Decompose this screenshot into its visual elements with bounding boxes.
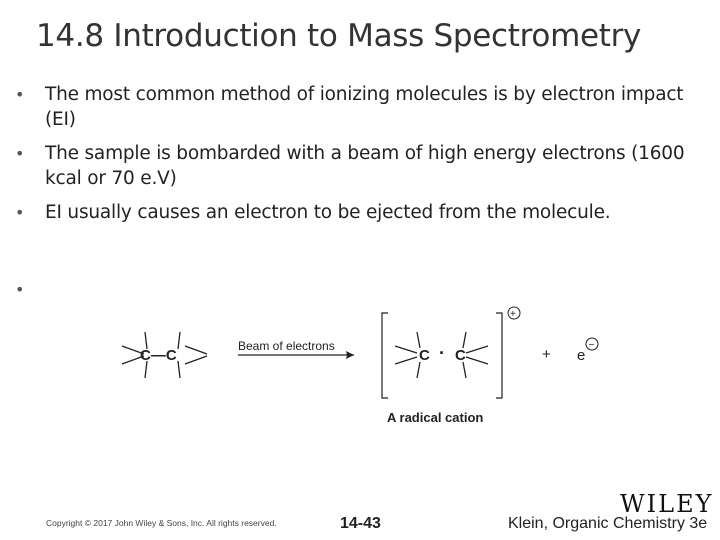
- negative-charge-sign: −: [588, 340, 595, 351]
- reactant-label: C—C: [140, 347, 177, 364]
- bullet-marker: •: [15, 85, 25, 104]
- bullet-text: EI usually causes an electron to be ejected from the molecule.: [45, 202, 611, 223]
- ionization-scheme-svg: [110, 300, 610, 435]
- plus-sign: +: [542, 346, 551, 363]
- bullet-text: The most common method of ionizing molecules is by electron impact (EI): [45, 84, 684, 130]
- product-left-atom: C: [419, 347, 430, 364]
- footer-page-number: 14-43: [340, 515, 381, 532]
- electron-symbol: e: [577, 347, 586, 364]
- footer-copyright: Copyright © 2017 John Wiley & Sons, Inc. All rights reserved.: [46, 518, 277, 528]
- bullet-marker: •: [15, 203, 25, 222]
- ionization-diagram: [110, 300, 610, 435]
- reaction-arrowhead: [346, 351, 354, 359]
- bullet-marker: •: [15, 144, 25, 163]
- bullet-item: [8, 82, 708, 132]
- left-bracket: [382, 313, 388, 398]
- positive-charge-sign: +: [510, 309, 516, 320]
- bullet-item-empty: [8, 277, 48, 302]
- radical-cation-caption: A radical cation: [387, 410, 484, 425]
- bullet-list: [8, 82, 708, 234]
- radical-dot: ·: [439, 343, 445, 363]
- bullet-item: [8, 141, 708, 191]
- product-right-atom: C: [455, 347, 466, 364]
- bullet-marker: •: [15, 280, 25, 299]
- arrow-label: Beam of electrons: [238, 339, 335, 353]
- bullet-text: The sample is bombarded with a beam of high energy electrons (1600 kcal or 70 e.V): [45, 143, 685, 189]
- bullet-item: [8, 200, 708, 225]
- wiley-logo: WILEY: [620, 490, 714, 518]
- footer-book-title: Klein, Organic Chemistry 3e: [508, 515, 708, 532]
- slide-title: 14.8 Introduction to Mass Spectrometry: [36, 18, 642, 54]
- right-bracket: [496, 313, 502, 398]
